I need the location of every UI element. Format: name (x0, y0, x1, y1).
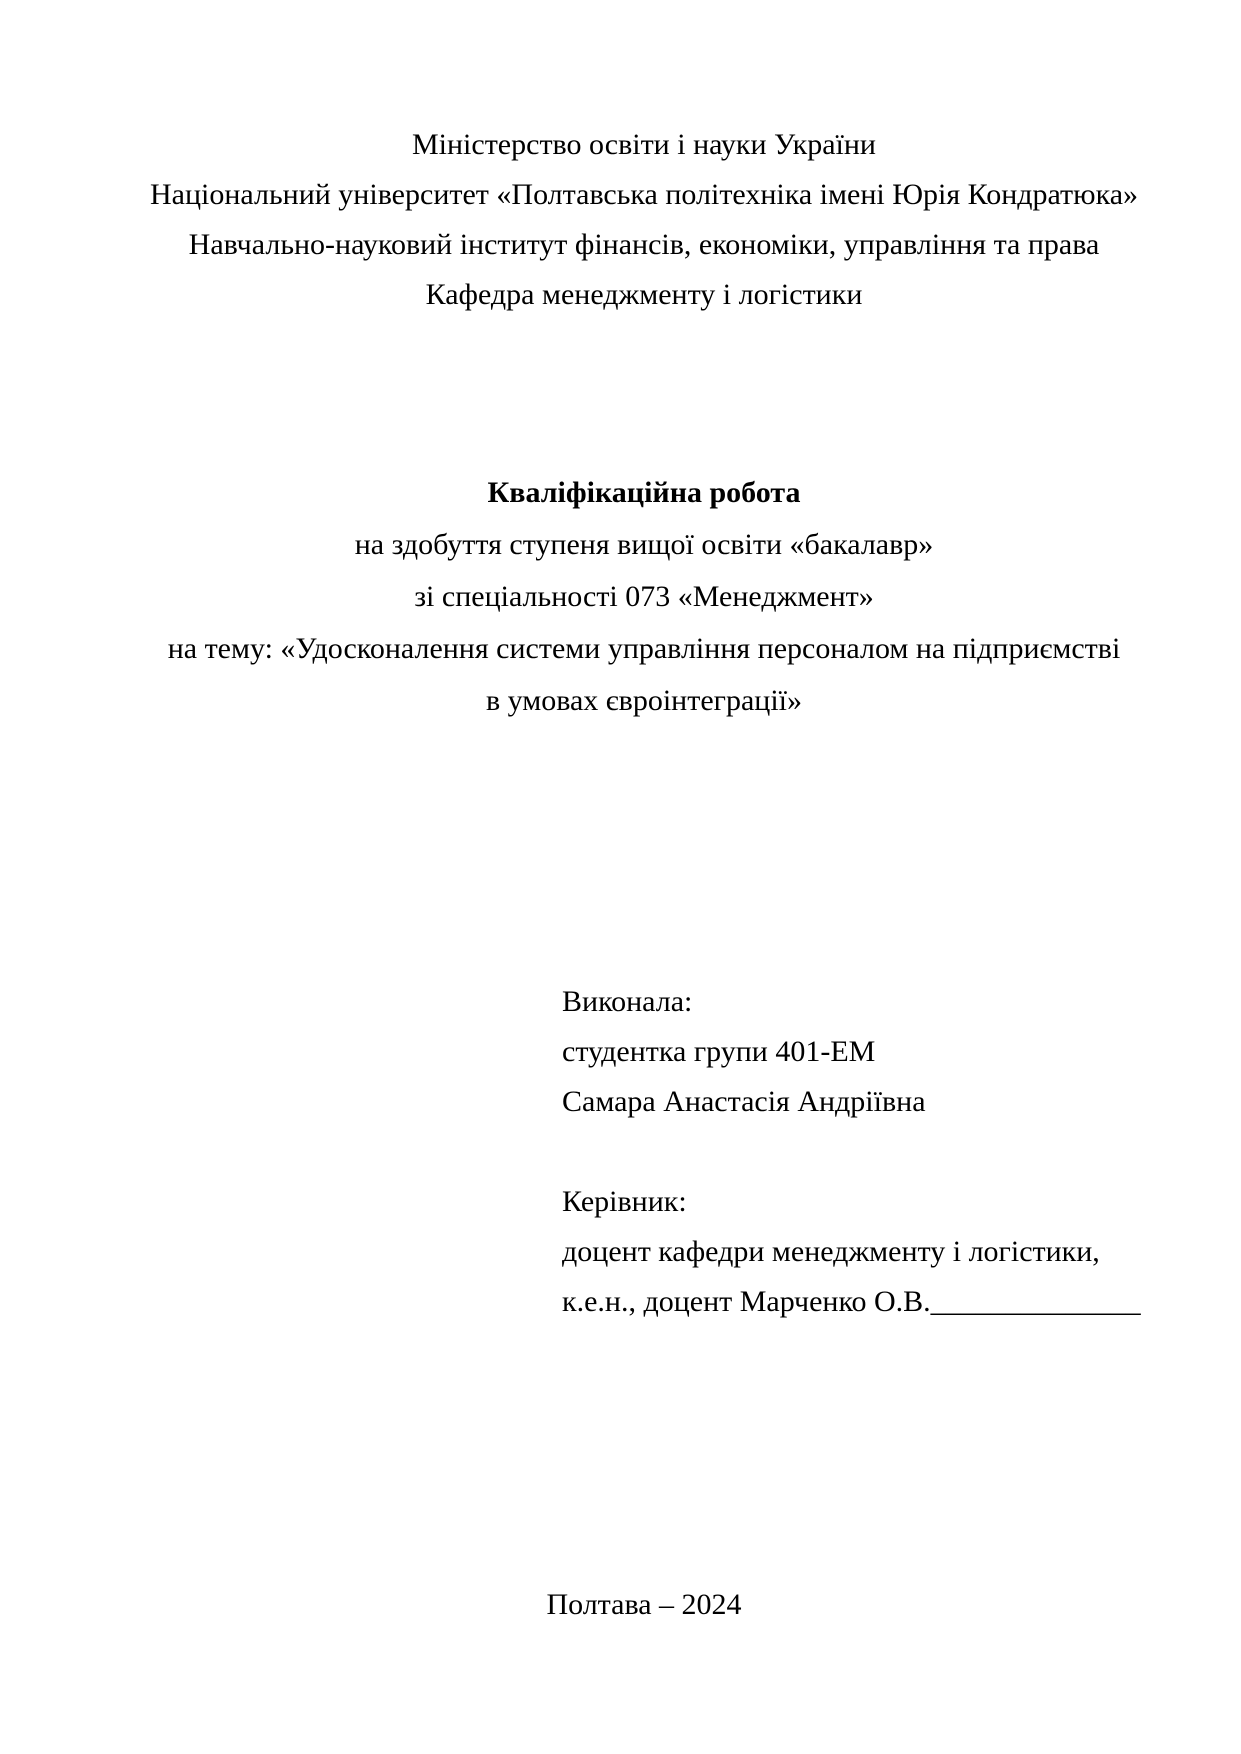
performed-label: Виконала: (562, 985, 693, 1018)
supervisor-position-line: доцент кафедри менеджменту і логістики, (562, 1235, 1100, 1268)
footer-block (118, 1580, 1170, 1630)
title-block (118, 467, 1170, 727)
header-block (118, 120, 1170, 320)
student-group-line: студентка групи 401-ЕМ (562, 1035, 876, 1068)
specialty-line: зі спеціальності 073 «Менеджмент» (414, 580, 874, 613)
ministry-line: Міністерство освіти і науки України (411, 128, 876, 161)
supervisor-label: Керівник: (562, 1185, 687, 1218)
university-line: Національний університет «Полтавська політехніка імені Юрія Кондратюка» (149, 178, 1139, 211)
work-type-title: Кваліфікаційна робота (487, 476, 801, 509)
student-name-line: Самара Анастасія Андріївна (562, 1085, 926, 1118)
supervisor-name-line (562, 1277, 1141, 1327)
signature-underline: ______________ (930, 1285, 1141, 1318)
city-year-line: Полтава – 2024 (546, 1588, 742, 1621)
institute-line: Навчально-науковий інститут фінансів, економіки, управління та права (188, 228, 1100, 261)
topic-line-1: на тему: «Удосконалення системи управління персоналом на підприємстві (167, 632, 1121, 665)
credits-block (562, 977, 1141, 1327)
topic-line-2: в умовах євроінтеграції» (485, 684, 803, 717)
blank-line (562, 1127, 1141, 1177)
department-line: Кафедра менеджменту і логістики (425, 278, 863, 311)
degree-line: на здобуття ступеня вищої освіти «бакалавр» (354, 528, 934, 561)
supervisor-name: к.е.н., доцент Марченко О.В. (562, 1285, 931, 1318)
